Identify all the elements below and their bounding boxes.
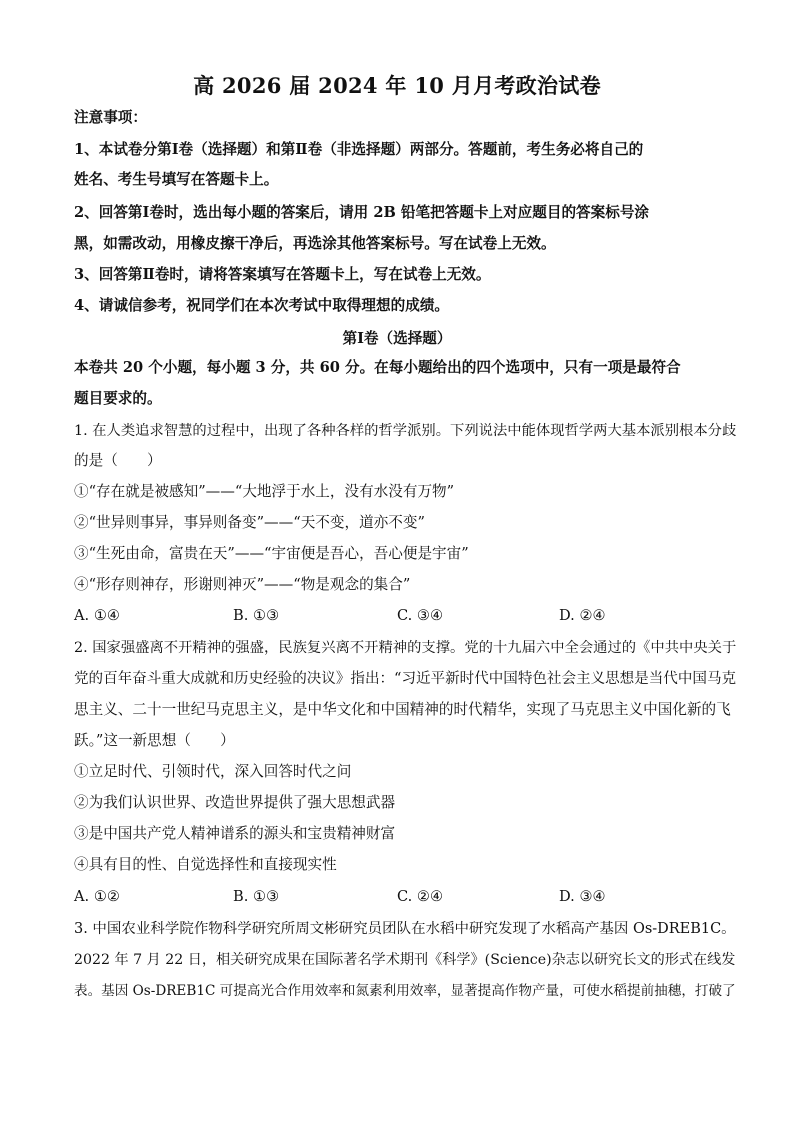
question-1-stem: 1. 在人类追求智慧的过程中，出现了各种各样的哲学派别。下列说法中能体现哲学两大基本派别根本分歧 — [74, 423, 737, 439]
notice-heading: 注意事项： — [74, 109, 147, 126]
section-heading: 第Ⅰ卷（选择题） — [342, 330, 452, 347]
notice-line: 姓名、考生号填写在答题卡上。 — [74, 171, 279, 188]
question-2-item: ④具有目的性、自觉选择性和直接现实性 — [74, 856, 337, 873]
option-a: A. ①④ — [74, 607, 120, 624]
question-3-stem: 表。基因 Os-DREB1C 可提高光合作用效率和氮素利用效率，显著提高作物产量，可使水稻提前抽穗，打破了 — [74, 983, 736, 999]
question-1-item: ③“生死由命，富贵在天”——“宇宙便是吾心，吾心便是宇宙” — [74, 545, 469, 562]
question-3-stem: 2022 年 7 月 22 日，相关研究成果在国际著名学术期刊《科学》(Science)杂志以研究长文的形式在线发 — [74, 952, 736, 968]
exam-title: 高 2026 届 2024 年 10 月月考政治试卷 — [193, 73, 601, 98]
notice-line: 2、回答第Ⅰ卷时，选出每小题的答案后，请用 2B 铅笔把答题卡上对应题目的答案标号涂 — [74, 204, 650, 221]
option-b: B. ①③ — [233, 607, 280, 624]
option-b: B. ①③ — [233, 888, 280, 905]
notice-line: 1、本试卷分第Ⅰ卷（选择题）和第Ⅱ卷（非选择题）两部分。答题前，考生务必将自己的 — [74, 141, 644, 158]
question-2-stem: 思主义、二十一世纪马克思主义，是中华文化和中国精神的时代精华，实现了马克思主义中国化新的飞 — [74, 701, 731, 718]
question-1-options — [74, 606, 734, 626]
question-2-stem: 跃。”这一新思想（ ） — [74, 732, 235, 749]
question-1-item: ④“形存则神存，形谢则神灭”——“物是观念的集合” — [74, 576, 411, 593]
option-c: C. ③④ — [397, 607, 444, 624]
question-1-item: ②“世异则事异，事异则备变”——“天不变，道亦不变” — [74, 514, 425, 531]
question-2-item: ③是中国共产党人精神谱系的源头和宝贵精神财富 — [74, 825, 396, 842]
section-intro: 题目要求的。 — [74, 390, 162, 407]
notice-line: 黑，如需改动，用橡皮擦干净后，再选涂其他答案标号。写在试卷上无效。 — [74, 235, 556, 252]
question-1-stem: 的是（ ） — [74, 452, 162, 469]
question-3-stem: 3. 中国农业科学院作物科学研究所周文彬研究员团队在水稻中研究发现了水稻高产基因 Os-DREB1C。 — [74, 921, 736, 937]
option-c: C. ②④ — [397, 888, 444, 905]
question-2-stem: 党的百年奋斗重大成就和历史经验的决议》指出：“习近平新时代中国特色社会主义思想是当代中国马克 — [74, 670, 737, 687]
option-d: D. ②④ — [559, 607, 606, 624]
question-2-options — [74, 887, 734, 907]
question-2-stem: 2. 国家强盛离不开精神的强盛，民族复兴离不开精神的支撑。党的十九届六中全会通过的《中共中央关于 — [74, 640, 737, 656]
option-a: A. ①② — [74, 888, 120, 905]
notice-line: 3、回答第Ⅱ卷时，请将答案填写在答题卡上，写在试卷上无效。 — [74, 266, 491, 283]
section-intro: 本卷共 20 个小题，每小题 3 分，共 60 分。在每小题给出的四个选项中，只有一项是最符合 — [74, 359, 681, 376]
notice-line: 4、请诚信参考，祝同学们在本次考试中取得理想的成绩。 — [74, 297, 450, 314]
question-2-item: ①立足时代、引领时代，深入回答时代之问 — [74, 763, 352, 780]
question-2-item: ②为我们认识世界、改造世界提供了强大思想武器 — [74, 794, 396, 811]
option-d: D. ③④ — [559, 888, 606, 905]
question-1-item: ①“存在就是被感知”——“大地浮于水上，没有水没有万物” — [74, 483, 455, 500]
